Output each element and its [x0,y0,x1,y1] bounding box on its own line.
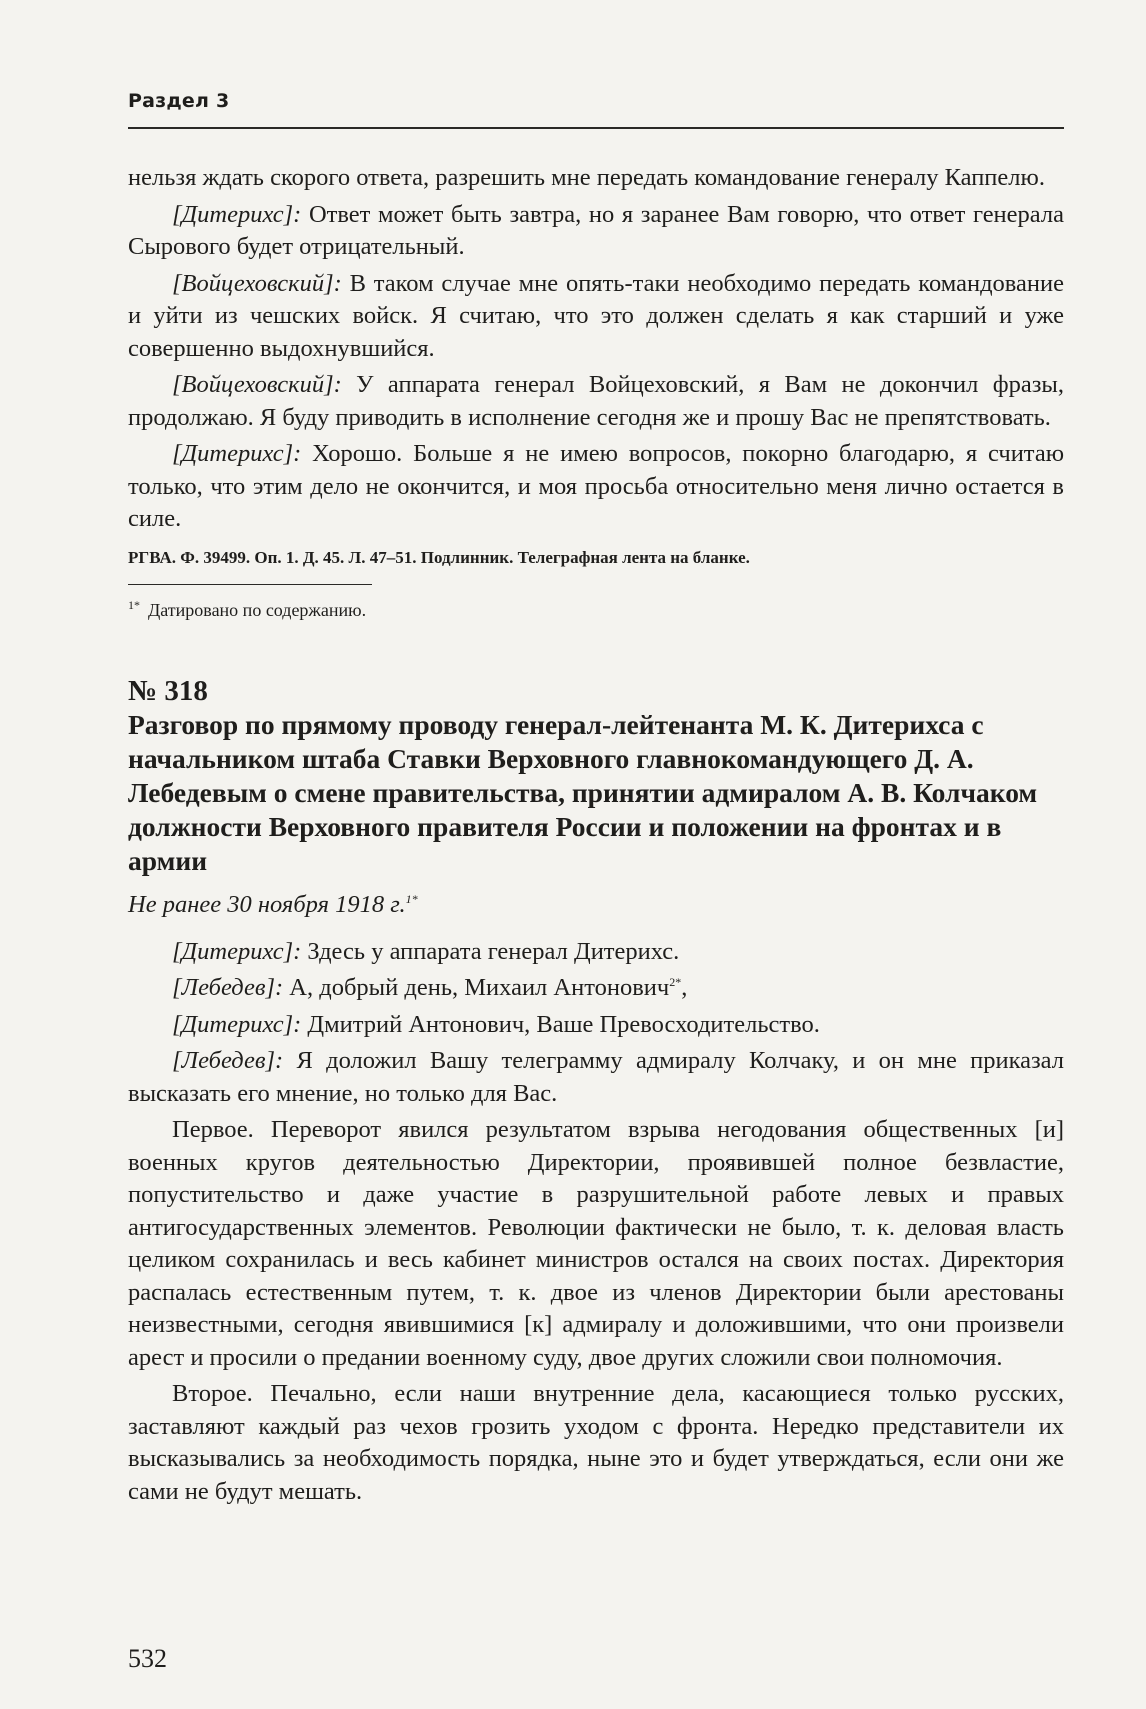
speaker-label: [Дитерихс]: [172,440,302,467]
speaker-label: [Лебедев]: [172,1047,284,1074]
footnote-ref: 2* [669,974,682,989]
page-number: 532 [128,1644,167,1673]
dialogue-text: Хорошо. Больше я не имею вопросов, покорно благодарю, я считаю только, что этим дело не окончится, и моя просьба относительно меня лично остается в силе. [128,440,1064,532]
dialogue-text: У аппарата генерал Войцеховский, я Вам не докончил фразы, продолжаю. Я буду приводить в исполнение сегодня же и прошу Вас не препятствовать. [128,371,1064,431]
footnote-mark: 1* [128,597,140,612]
dialogue-text: В таком случае мне опять-таки необходимо передать командование и уйти из чешских войск. Я считаю, что это должен сделать я как старший и уже совершенно выдохнувшийся. [128,269,1064,362]
document-date-text: Не ранее 30 ноября 1918 г. [128,890,406,918]
dialogue-text: Ответ может быть завтра, но я заранее Вам говорю, что ответ генерала Сырового будет отрицательный. [128,200,1064,260]
document-date [128,888,1064,922]
book-page [128,0,1064,1709]
header-rule [128,127,1064,129]
paragraph-continuation: нельзя ждать скорого ответа, разрешить мне передать командование генералу Каппелю. [128,164,1045,191]
document-title: Разговор по прямому проводу генерал-лейтенанта М. К. Дитерихса с начальником штаба Ставки Верховного главнокомандующего Д. А. Лебедевым о смене правительства, принятии адмиралом А. В. Колчаком должности Верховного правителя России и положении на фронтах и в армии [128,708,1038,876]
footnote [128,593,1064,622]
dialogue-paragraph [128,438,1064,536]
speaker-label: [Дитерихс]: [172,937,302,965]
dialogue-text: Здесь у аппарата генерал Дитерихс. [301,937,680,965]
dialogue-paragraph [128,936,1064,969]
footnote-rule [128,584,372,585]
dialogue-paragraph [128,1009,1064,1042]
speaker-label: [Дитерихс]: [172,1010,302,1038]
dialogue-text-end: , [681,974,688,1001]
speaker-label: [Войцеховский]: [172,371,342,398]
archive-source: РГВА. Ф. 39499. Оп. 1. Д. 45. Л. 47–51. Подлинник. Телеграфная лента на бланке. [128,547,750,567]
dialogue-paragraph [128,199,1064,264]
dialogue-paragraph [128,369,1064,434]
paragraph-first: Первое. Переворот явился результатом взрыва негодования общественных [и] военных кругов деятельностью Директории, проявившей полное безвластие, попустительство и даже участие в разрушительной работе левых и правых антигосударственных элементов. Революции фактически не было, т. к. деловая власть целиком сохранилась и весь кабинет министров остался на своих постах. Директория распалась естественным путем, т. к. двое из членов Директории были арестованы неизвестными, сегодня явившимися [к] адмиралу и доложившими, что они произвели арест и просили о предании военному суду, двое других сложили свои полномочия. [128,1116,1064,1371]
dialogue-text: А, добрый день, Михаил Антонович [283,974,670,1001]
document-number: № 318 [128,674,208,707]
dialogue-paragraph [128,268,1064,366]
speaker-label: [Лебедев]: [172,974,284,1001]
dialogue-text: Я доложил Вашу телеграмму адмиралу Колчаку, и он мне приказал высказать его мнение, но только для Вас. [128,1047,1064,1107]
speaker-label: [Войцеховский]: [172,269,342,297]
speaker-label: [Дитерихс]: [172,200,302,228]
paragraph-second: Второе. Печально, если наши внутренние дела, касающиеся только русских, заставляют каждый раз чехов грозить уходом с фронта. Нередко представители их высказывались за необходимость порядка, ныне это и будет утверждаться, если они же сами не будут мешать. [128,1380,1064,1505]
footnote-text: Датировано по содержанию. [148,599,367,620]
dialogue-paragraph [128,972,1064,1005]
page-body [128,162,1064,1512]
running-header: Раздел 3 [128,90,230,112]
dialogue-text: Дмитрий Антонович, Ваше Превосходительство. [301,1010,820,1038]
dialogue-paragraph [128,1045,1064,1110]
footnote-ref: 1* [405,891,418,906]
